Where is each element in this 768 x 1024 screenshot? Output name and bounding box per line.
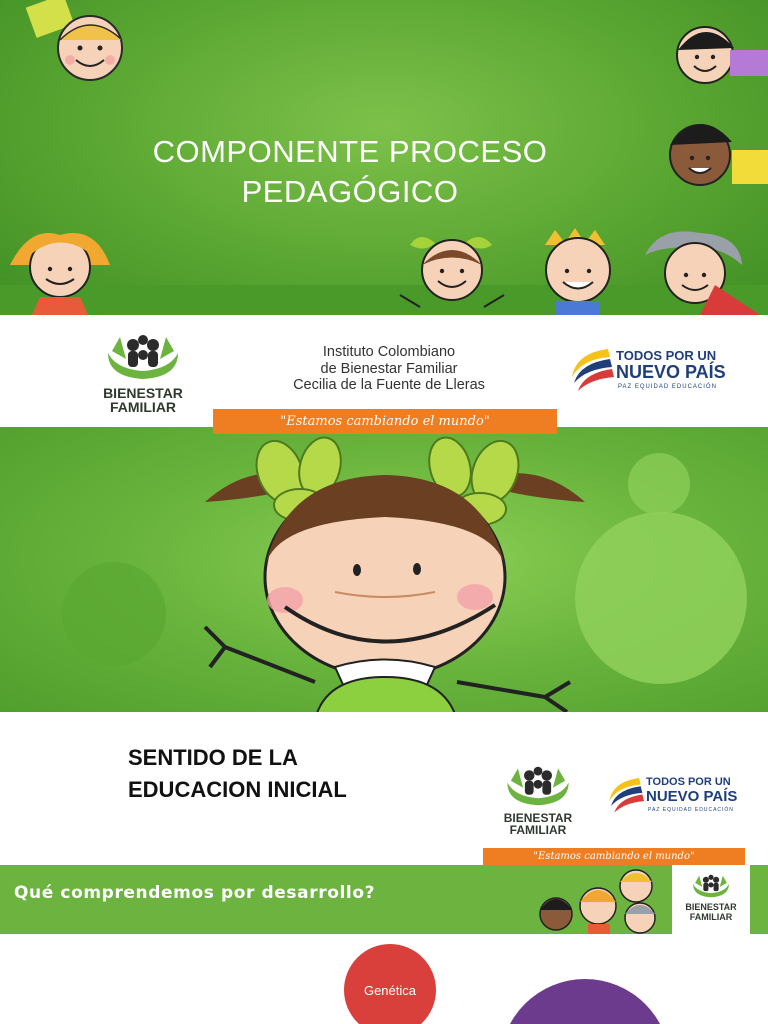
slide-institutional-cover[interactable] [0,315,768,720]
circle-genetica [344,944,436,1024]
logo-text-bienestar: BIENESTAR [503,811,573,825]
girl-illustration [195,427,595,720]
todos-line-2: NUEVO PAÍS [616,362,726,382]
children-group-illustration [528,866,668,934]
todos-line-3: PAZ EQUIDAD EDUCACIÓN [648,807,734,813]
heading-line-2: EDUCACION INICIAL [128,777,347,802]
colombia-swoosh-icon [568,347,614,397]
bienestar-family-icon [500,765,576,807]
bienestar-family-icon [100,333,186,381]
logo-text-familiar: FAMILIAR [109,399,177,415]
slogan-banner: "Estamos cambiando el mundo" [483,848,745,865]
logo-bienestar-familiar [672,865,750,934]
institute-line-1: Instituto Colombiano [322,344,456,360]
todos-line-1: TODOS POR UN [646,776,731,788]
decor-circle-right [575,512,747,684]
slide-sentido-educacion[interactable] [0,720,768,836]
institute-line-2: de Bienestar Familiar [320,360,458,377]
decor-circle-small [628,453,690,515]
bienestar-family-icon [689,873,733,899]
slide-desarrollo[interactable] [0,836,768,1024]
institute-name [284,344,494,394]
colombia-swoosh-icon [606,776,644,818]
logo-bienestar-familiar [500,765,576,836]
todos-line-2: NUEVO PAÍS [646,788,738,805]
title-line-2: PEDAGÓGICO [241,174,459,209]
green-illustration-area [0,427,768,720]
circle-purple [500,979,670,1024]
slogan-banner: "Estamos cambiando el mundo" [213,409,557,434]
logo-bienestar-familiar [100,333,186,414]
heading-line-1: SENTIDO DE LA [128,745,298,770]
circle-label: Genética [363,982,417,998]
todos-line-1: TODOS POR UN [616,348,717,363]
logo-text-familiar: FAMILIAR [689,912,733,922]
slide-heading [128,742,448,806]
slide-gap [0,712,768,720]
logo-todos-por-un-nuevo-pais [606,776,756,821]
child-illustration-top-right [660,10,768,210]
slide-title [90,132,610,212]
child-illustration-top-left [0,0,140,90]
institute-line-3: Cecilia de la Fuente de Lleras [293,377,485,393]
logo-text-bienestar: BIENESTAR [103,385,183,401]
slide-heading: Qué comprendemos por desarrollo? [14,883,376,903]
title-line-1: COMPONENTE PROCESO [152,134,548,169]
slide-title-componente[interactable] [0,0,768,315]
logo-text-bienestar: BIENESTAR [685,902,737,912]
logo-text-familiar: FAMILIAR [509,823,567,836]
decor-circle-left [62,562,166,666]
todos-line-3: PAZ EQUIDAD EDUCACIÓN [618,384,717,390]
logo-todos-por-un-nuevo-pais [568,345,728,400]
children-illustration-bottom [0,225,768,315]
